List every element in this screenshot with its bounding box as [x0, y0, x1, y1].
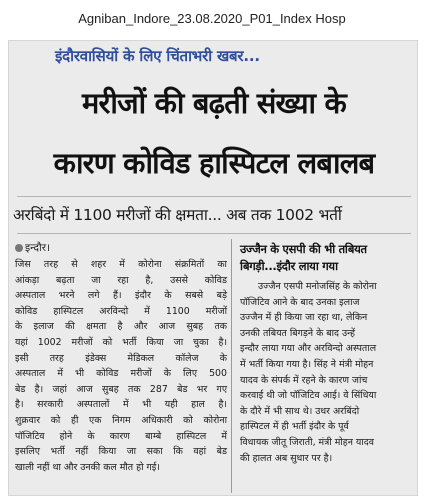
subheadline: अरबिंदो में 1100 मरीजों की क्षमता... अब तक 1002 भर्ती	[13, 206, 342, 224]
article-line: इसी तरह इंडेक्स मेडिकल कॉलेज के	[15, 352, 227, 364]
article-line: जिस तरह से शहर में कोरोना संक्रमितों का	[15, 259, 227, 270]
sidebar-line: पॉजिटिव आने के बाद उनका इलाज	[240, 296, 360, 308]
kicker-line: इंदौरवासियों के लिए चिंताभरी खबर...	[55, 47, 260, 65]
sidebar-body	[240, 279, 412, 466]
bullet-icon	[15, 244, 23, 252]
sidebar-line: यादव के संपर्क में रहने के कारण जांच	[240, 374, 368, 386]
sidebar-line: के दौरे में भी साथ थे। उधर अरबिंदो	[240, 405, 360, 417]
sidebar-heading-line-1: उज्जैन के एसपी की भी तबियत	[240, 242, 367, 256]
headline-line-1: मरीजों की बढ़ती संख्या के	[81, 86, 346, 120]
image-caption: Agniban_Indore_23.08.2020_P01_Index Hosp	[78, 11, 346, 26]
article-line: है। सरकारी अस्पतालों में भी यही हाल है।	[15, 399, 227, 411]
sidebar-line: उनकी तबियत बिगड़ने के बाद उन्हें	[240, 327, 355, 339]
article-line: खाली नहीं था और उनकी कल मौत हो गई।	[15, 461, 160, 473]
divider-rule	[17, 233, 411, 234]
sidebar-line: करवाई थी जो पॉजिटिव आई। वे सिंधिया	[240, 390, 377, 402]
article-line: अस्पताल भरने लगे हैं। इंदौर के सबसे बड़े	[15, 290, 227, 302]
sidebar-line: हास्पिटल में ही भर्ती इंदौर के पूर्व	[240, 421, 349, 433]
headline-line-2: कारण कोविड हास्पिटल लबालब	[53, 146, 375, 180]
article-line: आंकड़ा बढ़ता जा रहा है, उससे कोविड	[15, 274, 227, 286]
article-line: बेड है। जहां आज सुबह तक 287 बेड भर गए	[15, 383, 227, 395]
article-line: इसलिए भर्ती नहीं किया जा सका कि वहां बेड	[15, 446, 227, 458]
sidebar-line: उज्जैन एसपी मनोजसिंह के कोरोना	[258, 281, 377, 292]
sidebar-line: विधायक जीतू जिराती, मंत्री मोहन यादव	[240, 436, 374, 448]
article-line: कोविड हास्पिटल अरविन्दो में 1100 मरीजों	[15, 305, 227, 317]
main-article-body	[15, 257, 227, 475]
sidebar-line: उज्जैन में ही किया जा रहा था, लेकिन	[240, 312, 368, 324]
dateline-text: इन्दौर।	[25, 242, 50, 254]
newspaper-clipping	[8, 40, 418, 496]
sidebar-line: में भर्ती किया गया है। सिंह ने मंत्री मोहन	[240, 358, 374, 370]
sidebar-line: की हालत अब सुधार पर है।	[240, 452, 333, 464]
sidebar-story	[231, 239, 413, 493]
article-line: पॉजिटिव होने के कारण बाम्बे हास्पिटल में	[15, 430, 227, 442]
divider-rule	[17, 196, 411, 197]
sidebar-line: इन्दौर लाया गया और अरविन्दो अस्पताल	[240, 343, 377, 355]
article-line: यहां 1002 मरीजों को भर्ती किया जा चुका है।	[15, 336, 227, 348]
article-line: शुक्रवार को ही एक निगम अधिकारी को कोरोना	[15, 414, 227, 426]
article-line: अस्पताल में भी कोविड मरीजों के लिए 500	[15, 368, 227, 380]
dateline	[15, 241, 50, 255]
sidebar-heading-line-2: बिगड़ी...इंदौर लाया गया	[240, 259, 338, 273]
sidebar-heading	[240, 241, 412, 275]
article-line: के इलाज की क्षमता है और आज सुबह तक	[15, 321, 227, 333]
